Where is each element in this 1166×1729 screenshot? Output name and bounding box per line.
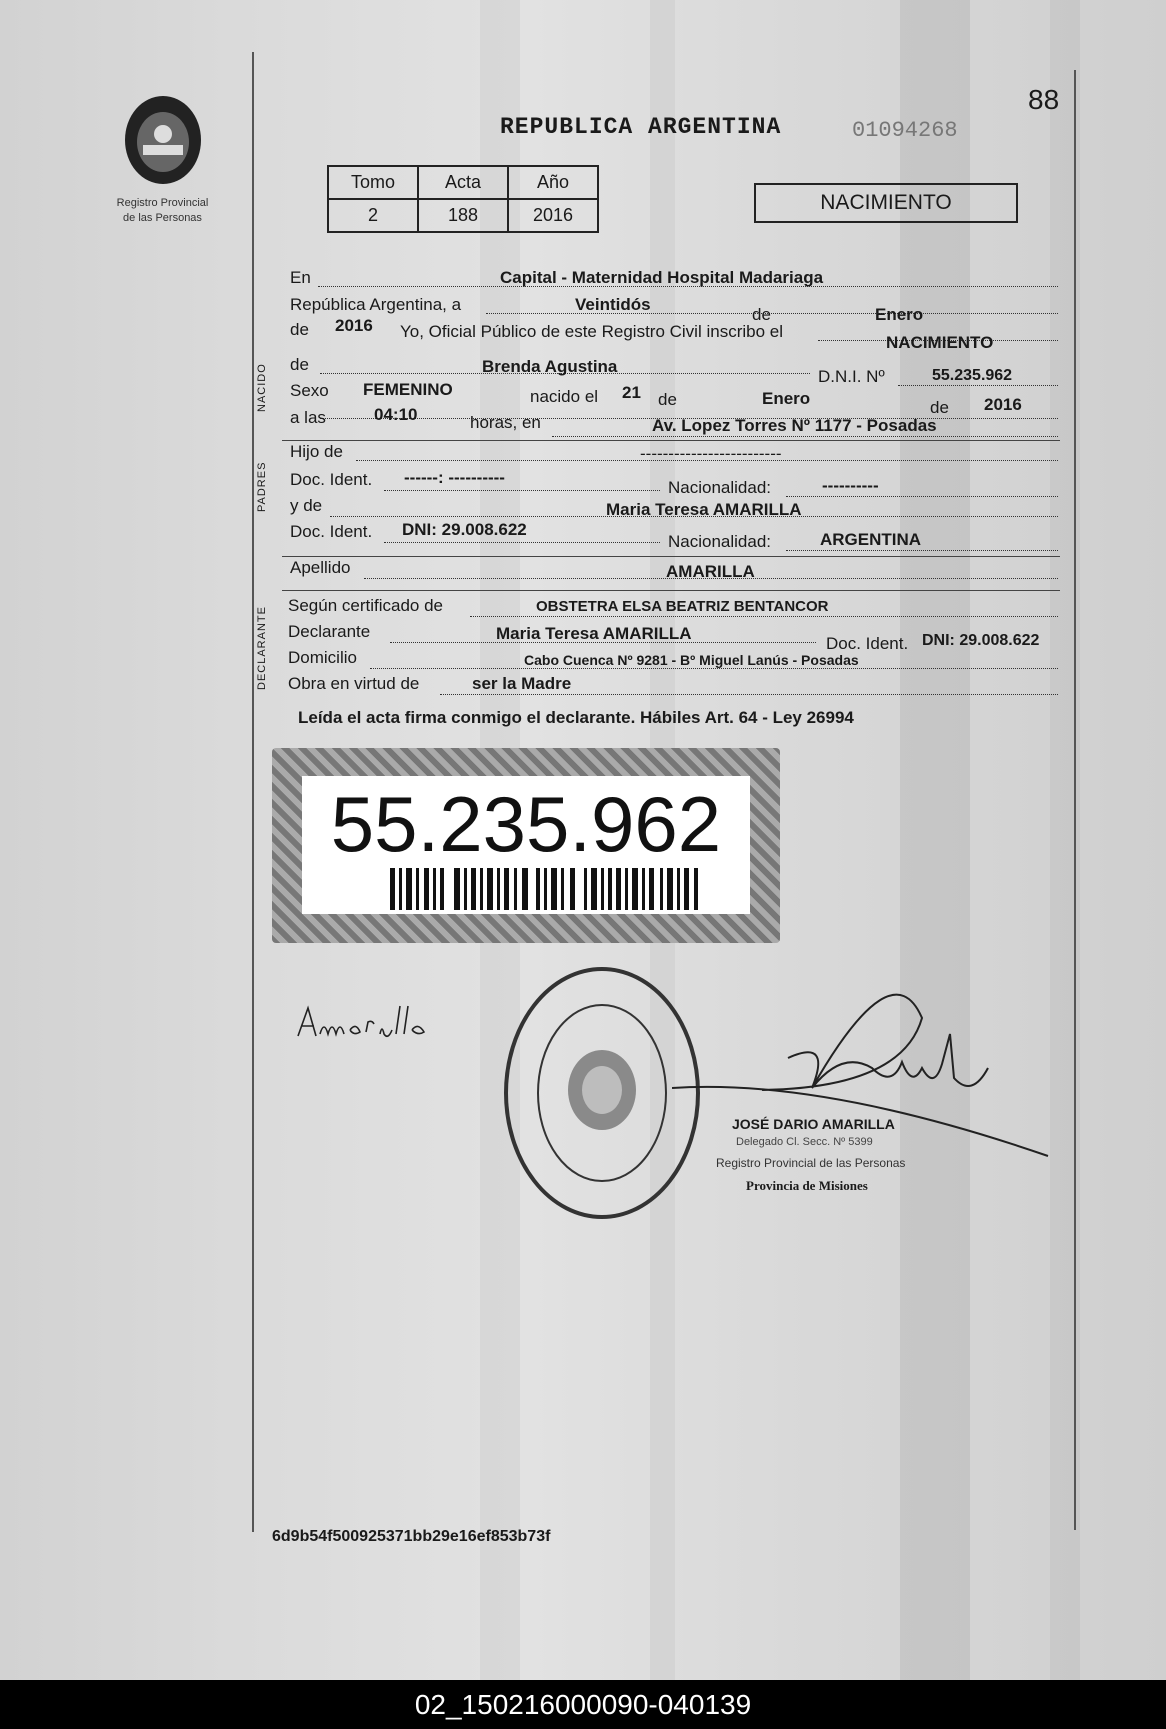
inscribo-value: NACIMIENTO <box>886 333 994 352</box>
dni-label: D.N.I. Nº <box>818 367 885 386</box>
anio-header: Año <box>508 166 598 199</box>
horas-label: horas, en <box>470 413 541 432</box>
logo-label-2: de las Personas <box>123 212 202 224</box>
dni-value: 55.235.962 <box>932 367 1013 384</box>
mes-value: Enero <box>875 305 924 324</box>
republica-label: República Argentina, a <box>290 295 462 314</box>
madre-value: Maria Teresa AMARILLA <box>606 500 802 519</box>
decl-doc-label: Doc. Ident. <box>826 634 909 653</box>
anio-body-value: 2016 <box>335 316 373 335</box>
left-margin-line <box>252 52 254 1532</box>
hijo-label: Hijo de <box>290 442 343 461</box>
doc1-value: ------: ---------- <box>404 468 505 487</box>
doc2-label: Doc. Ident. <box>290 522 373 541</box>
nac1-label: Nacionalidad: <box>668 478 772 497</box>
apellido-value: AMARILLA <box>666 562 755 581</box>
serial-number: 01094268 <box>852 118 958 143</box>
nac2-label: Nacionalidad: <box>668 532 772 551</box>
cert-label: Según certificado de <box>288 596 443 615</box>
obra-label: Obra en virtud de <box>288 674 420 693</box>
domicilio-label: Domicilio <box>288 648 357 667</box>
acta-header: Acta <box>418 166 508 199</box>
footer-id: 02_150216000090-040139 <box>0 1680 1166 1729</box>
cert-value: OBSTETRA ELSA BEATRIZ BENTANCOR <box>536 598 829 615</box>
anio-value: 2016 <box>508 199 598 232</box>
yde-label: y de <box>290 496 323 515</box>
domicilio-value: Cabo Cuenca Nº 9281 - Bº Miguel Lanús - Posadas <box>524 652 859 668</box>
declarante-side-label: DECLARANTE <box>256 606 268 690</box>
official-org: Registro Provincial de las Personas <box>716 1156 906 1170</box>
sexo-label: Sexo <box>290 381 329 400</box>
nacido-de-label-3: de <box>930 398 949 417</box>
nacido-nombre: Brenda Agustina <box>482 357 618 376</box>
apellido-label: Apellido <box>290 558 351 577</box>
closing-text: Leída el acta firma conmigo el declarante. Hábiles Art. 64 - Ley 26994 <box>298 708 854 727</box>
padre-value: ------------------------- <box>640 444 782 463</box>
hora-label: a las <box>290 408 326 427</box>
barcode-icon <box>390 868 702 910</box>
official-role: Delegado Cl. Secc. Nº 5399 <box>736 1136 873 1148</box>
logo-label-1: Registro Provincial <box>116 197 209 209</box>
official-name: JOSÉ DARIO AMARILLA <box>732 1116 895 1132</box>
declarante-value: Maria Teresa AMARILLA <box>496 624 692 643</box>
nacido-mes: Enero <box>762 389 811 408</box>
obra-value: ser la Madre <box>472 674 572 693</box>
country-title: REPUBLICA ARGENTINA <box>500 114 782 140</box>
nacido-de-label: de <box>290 355 309 374</box>
decl-doc-value: DNI: 29.008.622 <box>922 632 1040 649</box>
official-province: Provincia de Misiones <box>746 1178 868 1193</box>
nac2-value: ARGENTINA <box>820 530 922 549</box>
en-value: Capital - Maternidad Hospital Madariaga <box>500 268 824 287</box>
volume-table <box>327 165 599 233</box>
nacido-side-label: NACIDO <box>256 363 268 412</box>
tomo-header: Tomo <box>328 166 418 199</box>
sticker-number: 55.235.962 <box>330 780 722 868</box>
de-label-1: de <box>752 305 771 324</box>
page-number: 88 <box>1028 84 1060 115</box>
dia-value: Veintidós <box>575 295 651 314</box>
nacido-anio: 2016 <box>984 395 1022 414</box>
declarante-label: Declarante <box>288 622 371 641</box>
province-seal-icon <box>113 90 213 190</box>
nacido-de-label-2: de <box>658 390 677 409</box>
record-type-box: NACIMIENTO <box>754 183 1018 223</box>
inscribo-text: Yo, Oficial Público de este Registro Civil inscribo el <box>400 322 783 341</box>
sexo-value: FEMENINO <box>363 380 453 399</box>
doc1-label: Doc. Ident. <box>290 470 373 489</box>
nacido-dia: 21 <box>622 383 641 402</box>
doc2-value: DNI: 29.008.622 <box>402 520 527 539</box>
nac1-value: ---------- <box>822 476 879 495</box>
declarant-signature-icon <box>294 1000 434 1050</box>
document-hash: 6d9b54f500925371bb29e16ef853b73f <box>272 1528 551 1545</box>
lugar-value: Av. Lopez Torres Nº 1177 - Posadas <box>652 416 937 435</box>
acta-value: 188 <box>418 199 508 232</box>
dni-sticker <box>272 748 780 943</box>
right-margin-line <box>1074 70 1076 1530</box>
de-label-2: de <box>290 320 309 339</box>
hora-value: 04:10 <box>374 405 418 424</box>
padres-side-label: PADRES <box>256 461 268 512</box>
registry-logo <box>100 90 225 225</box>
nacido-el-label: nacido el <box>530 387 599 406</box>
tomo-value: 2 <box>328 199 418 232</box>
en-label: En <box>290 268 311 287</box>
